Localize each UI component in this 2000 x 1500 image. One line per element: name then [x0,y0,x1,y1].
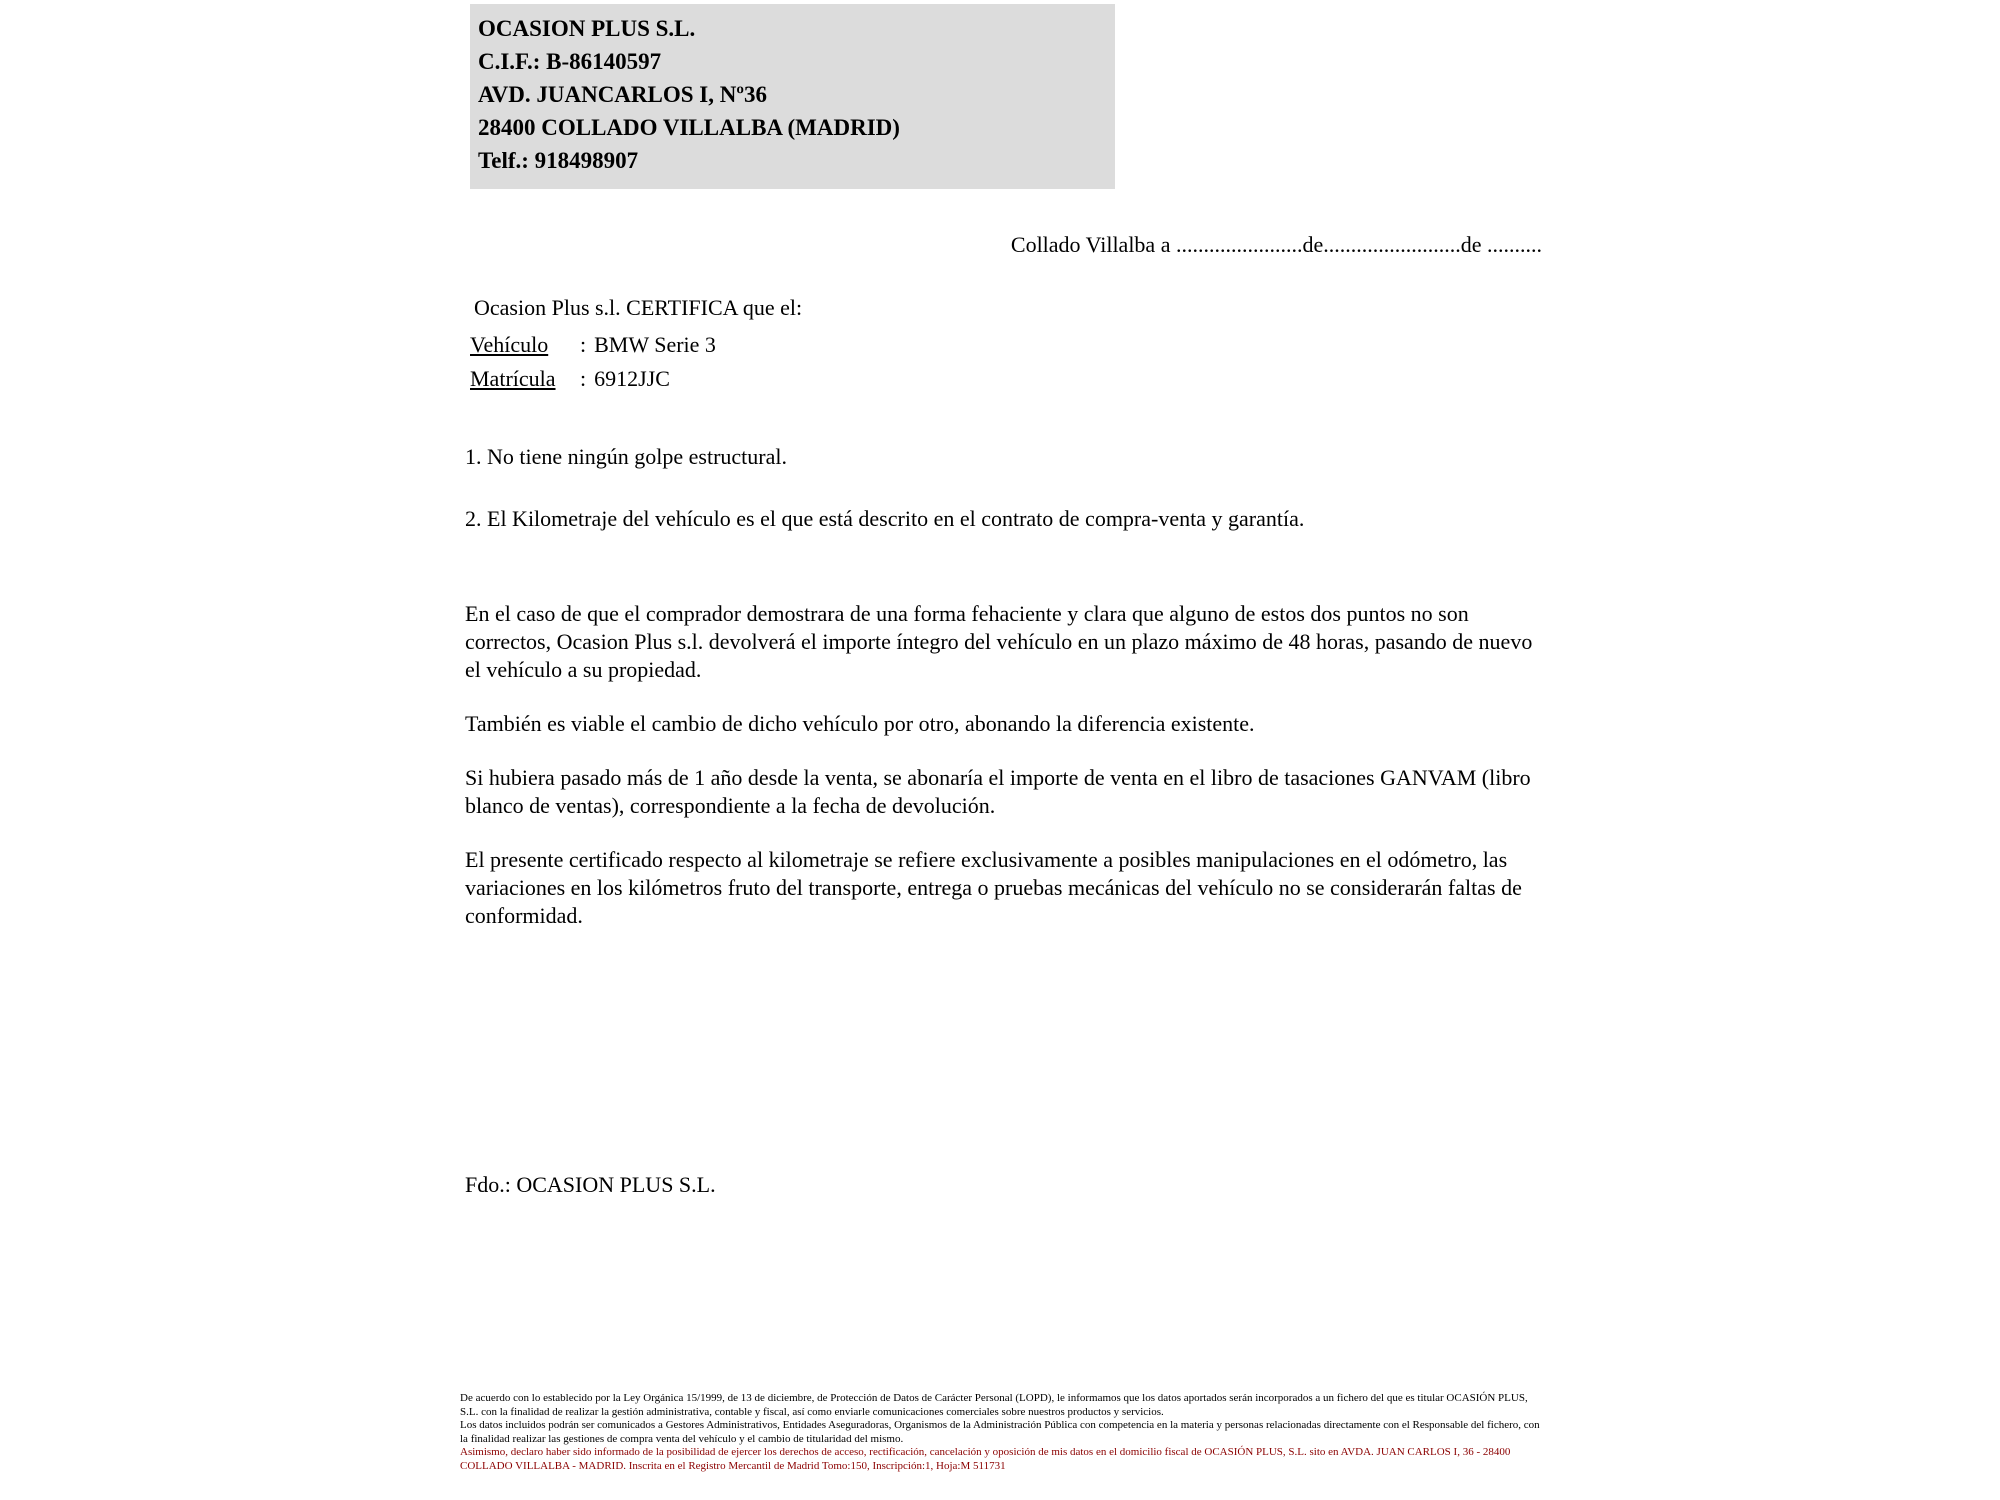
legal-paragraph-lopd: De acuerdo con lo establecido por la Ley Orgánica 15/1999, de 13 de diciembre, de Protección de Datos de Carácter Personal (LOPD), le informamos que los datos aportados serán incorporados a un fichero del que es titular OCASIÓN PLUS, S.L. con la finalidad de realizar la gestión administrativa, contable y fiscal, así como enviarle comunicaciones comerciales sobre nuestros productos y servicios. [460,1392,1528,1418]
date-line: Collado Villalba a .......................de.........................de .......... [1010,232,1542,257]
vehicle-field-row [470,328,716,362]
matricula-field-row [470,362,716,396]
certificate-fields [470,328,716,396]
paragraph-refund-terms: En el caso de que el comprador demostrara de una forma fehaciente y clara que alguno de estos dos puntos no son correctos, Ocasion Plus s.l. devolverá el importe íntegro del vehículo en un plazo máximo de 48 horas, pasando de nuevo el vehículo a su propiedad. [465,601,1533,682]
company-address: AVD. JUANCARLOS I, Nº36 [478,82,767,107]
legal-paragraph-rights: Asimismo, declaro haber sido informado de la posibilidad de ejercer los derechos de acceso, rectificación, cancelación y oposición de mis datos en el domicilio fiscal de OCASIÓN PLUS, S.L. sito en AVDA. JUAN CARLOS I, 36 - 28400 COLLADO VILLALBA - MADRID. Inscrita en el Registro Mercantil de Madrid Tomo:150, Inscripción:1, Hoja:M 511731 [460,1446,1511,1472]
company-city: 28400 COLLADO VILLALBA (MADRID) [478,115,900,140]
certificate-points [465,443,1543,567]
legal-paragraph-data-sharing: Los datos incluidos podrán ser comunicados a Gestores Administrativos, Entidades Aseguradoras, Organismos de la Administración Pública con competencia en la materia y personas relacionadas directamente con el Responsable del fichero, con la finalidad realizar las gestiones de compra venta del vehículo y el cambio de titularidad del mismo. [460,1419,1540,1445]
paragraph-ganvam-valuation: Si hubiera pasado más de 1 año desde la venta, se abonaría el importe de venta en el libro de tasaciones GANVAM (libro blanco de ventas), correspondiente a la fecha de devolución. [465,765,1531,818]
paragraph-exchange-option: También es viable el cambio de dicho vehículo por otro, abonando la diferencia existente. [465,711,1255,736]
company-phone: Telf.: 918498907 [478,148,639,173]
vehicle-value: BMW Serie 3 [594,332,716,357]
point-item-2: 2. El Kilometraje del vehículo es el que está descrito en el contrato de compra-venta y garantía. [465,506,1305,531]
point-item-1: 1. No tiene ningún golpe estructural. [465,444,787,469]
company-name: OCASION PLUS S.L. [478,16,696,41]
company-header [470,4,1115,189]
company-cif: C.I.F.: B-86140597 [478,49,662,74]
vehicle-separator: : [580,332,587,357]
vehicle-label: Vehículo [470,332,549,357]
certificate-intro: Ocasion Plus s.l. CERTIFICA que el: [474,295,803,320]
legal-footer [460,1392,1548,1473]
paragraph-odometer-disclaimer: El presente certificado respecto al kilometraje se refiere exclusivamente a posibles manipulaciones en el odómetro, las variaciones en los kilómetros fruto del transporte, entrega o pruebas mecánicas del vehículo no se considerarán faltas de conformidad. [465,847,1522,928]
matricula-label: Matrícula [470,366,556,391]
matricula-separator: : [580,366,587,391]
matricula-value: 6912JJC [594,366,670,391]
signature-line: Fdo.: OCASION PLUS S.L. [465,1172,716,1197]
body-paragraphs [465,600,1543,956]
